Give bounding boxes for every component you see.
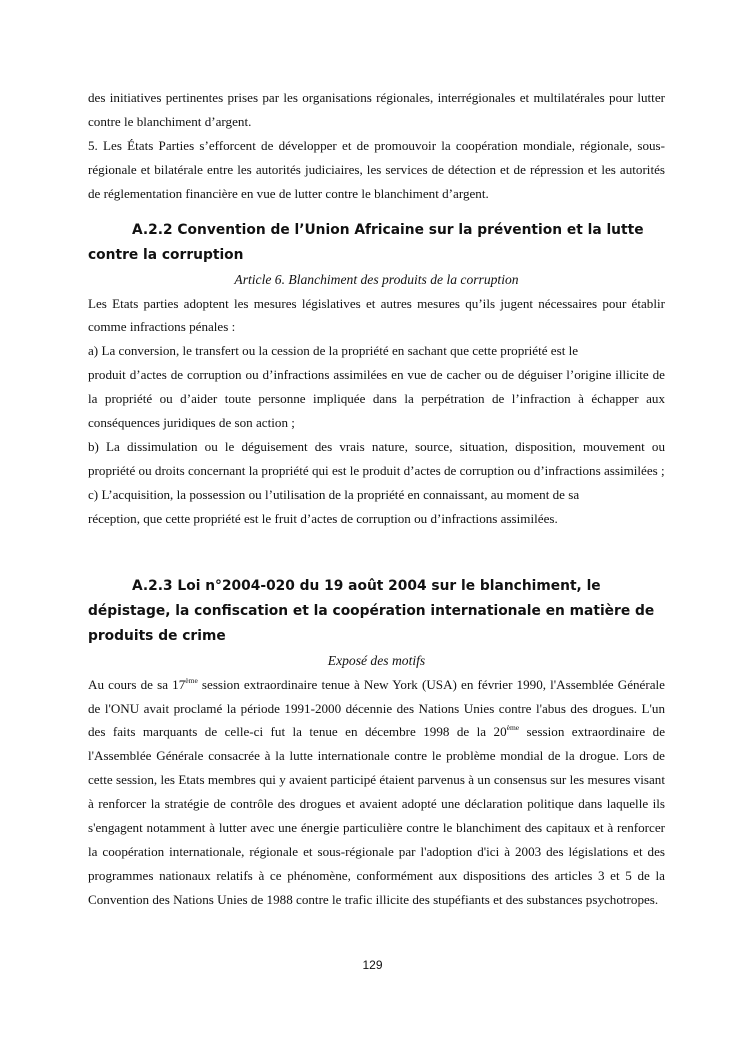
- list-item-c-line2: réception, que cette propriété est le fruit d’actes de corruption ou d’infractions assimilées.: [88, 510, 558, 526]
- section-heading-a22: [88, 218, 665, 268]
- page-number: 129: [362, 958, 383, 972]
- section-heading-a22-text: A.2.2 Convention de l’Union Africaine sur la prévention et la lutte contre la corruption: [88, 221, 644, 263]
- section-subtitle: Exposé des motifs: [327, 652, 426, 668]
- section-heading-a23: [88, 574, 665, 649]
- list-item-c-line1: c) L’acquisition, la possession ou l’utilisation de la propriété en connaissant, au moment de sa: [88, 486, 580, 502]
- expose-text-part-1: Au cours de sa 17: [88, 676, 186, 692]
- list-item-a-continuation: produit d’actes de corruption ou d’infractions assimilées en vue de cacher ou de déguiser l’origine illicite de la propriété ou d’aider toute personne impliquée dans la perpétration de l’infraction à échapper aux conséquences juridiques de son action ;: [88, 367, 665, 431]
- list-item-a-line1: a) La conversion, le transfert ou la cession de la propriété en sachant que cette propriété est le: [88, 343, 579, 359]
- section-heading-a23-text: A.2.3 Loi n°2004-020 du 19 août 2004 sur le blanchiment, le dépistage, la confiscation et la coopération internationale en matière de produits de crime: [88, 577, 655, 644]
- intro-paragraph-2: 5. Les États Parties s’efforcent de développer et de promouvoir la coopération mondiale, régionale, sous-régionale et bilatérale entre les autorités judiciaires, les services de détection et de répression et les autorités de réglementation financière en vue de lutter contre le blanchiment d’argent.: [88, 137, 665, 201]
- article-title: Article 6. Blanchiment des produits de la corruption: [234, 271, 519, 287]
- ordinal-superscript-2: ème: [506, 723, 520, 733]
- ordinal-superscript-1: ème: [185, 675, 198, 685]
- expose-text-part-3: session extraordinaire de l'Assemblée Générale consacrée à la lutte internationale contre le problème mondial de la drogue. Lors de cette session, les Etats membres qui y avaient participé étaient parvenus à un consensus sur les mesures visant à renforcer la stratégie de contrôle des drogues et avaient adopté une déclaration politique dans laquelle ils s'engagent notamment à lutter avec une énergie particulière contre le blanchiment des capitaux et à renforcer la coopération internationale, régionale et sous-régionale par l'adoption d'ici à 2003 des législations et des programmes nationaux relatifs à ce phénomène, conformément aux dispositions des articles 3 et 5 de la Convention des Nations Unies de 1988 contre le trafic illicite des stupéfiants et des substances psychotropes.: [88, 724, 666, 907]
- list-item-b: b) La dissimulation ou le déguisement des vrais nature, source, situation, disposition, mouvement ou propriété ou droits concernant la propriété qui est le produit d’actes de corruption ou d’infractions assimilées ;: [88, 438, 665, 478]
- intro-paragraph-1: des initiatives pertinentes prises par les organisations régionales, interrégionales et multilatérales pour lutter contre le blanchiment d’argent.: [88, 90, 665, 129]
- expose-text-part-2: session extraordinaire tenue à New York (USA) en février 1990, l'Assemblée Générale de l'ONU avait proclamé la période 1991-2000 décennie des Nations Unies contre l'abus des drogues. L'un des faits marquants de celle-ci fut la tenue en décembre 1998 de la 20: [88, 676, 665, 740]
- expose-paragraph: [88, 673, 665, 912]
- document-page: [88, 86, 665, 912]
- article-intro-paragraph: Les Etats parties adoptent les mesures législatives et autres mesures qu’ils jugent nécessaires pour établir comme infractions pénales :: [88, 295, 665, 335]
